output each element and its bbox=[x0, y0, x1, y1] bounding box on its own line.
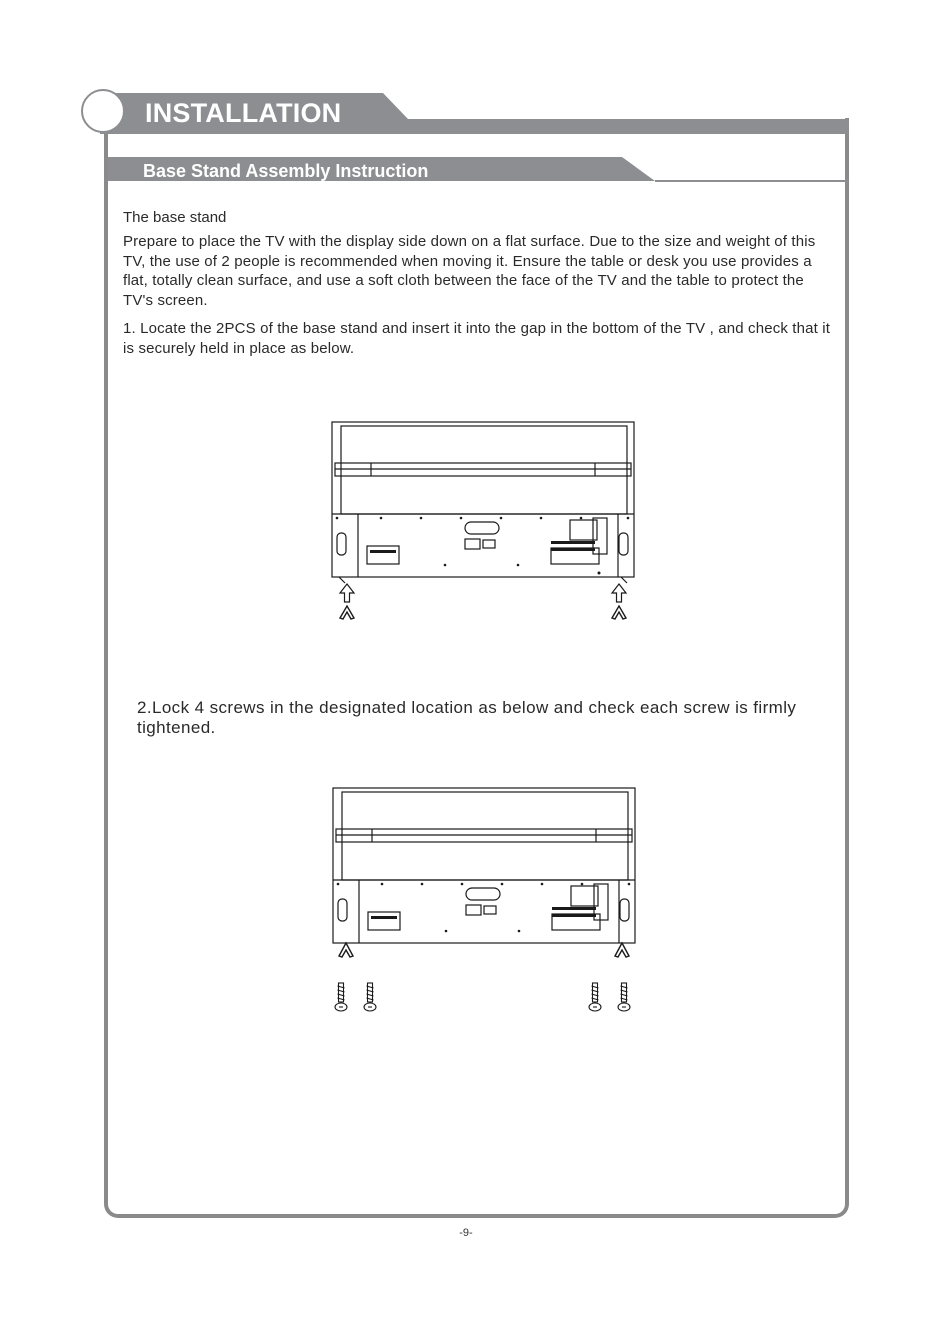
tv-figure-lock-screws bbox=[325, 783, 645, 1018]
page-title: INSTALLATION bbox=[145, 98, 342, 128]
step-1-text: 1. Locate the 2PCS of the base stand and insert it into the gap in the bottom of the TV , and check that it is securely held in place as below. bbox=[123, 320, 831, 357]
right-base-stand-icon bbox=[612, 606, 626, 619]
screw-icons bbox=[335, 983, 630, 1011]
up-arrow-icons bbox=[340, 584, 626, 602]
screw-icon bbox=[618, 983, 630, 1011]
step-2-text: 2.Lock 4 screws in the designated location as below and check each screw is firmly tightened. bbox=[137, 698, 797, 737]
intro-paragraph: Prepare to place the TV with the display side down on a flat surface. Due to the size and weight of this TV, the use of 2 people is recommended when moving it. Ensure the table or desk you use provides a flat, totally clean surface, and use a soft cloth between the face of the TV and the table to protect the TV's screen. bbox=[123, 233, 816, 309]
left-up-arrow-icon bbox=[340, 584, 354, 602]
base-stand-icons bbox=[340, 606, 626, 619]
intro-heading: The base stand bbox=[123, 209, 227, 226]
page-number: -9- bbox=[459, 1227, 473, 1239]
right-up-arrow-icon bbox=[612, 584, 626, 602]
section-title: Base Stand Assembly Instruction bbox=[143, 161, 429, 181]
right-attached-stand-icon bbox=[615, 943, 629, 957]
attached-stand-icons bbox=[339, 943, 629, 957]
screw-icon bbox=[589, 983, 601, 1011]
left-attached-stand-icon bbox=[339, 943, 353, 957]
header-graphics bbox=[0, 0, 932, 200]
tv-outline bbox=[332, 422, 634, 577]
screw-icon bbox=[364, 983, 376, 1011]
title-circle-icon bbox=[82, 90, 124, 132]
tv-figure-insert-stand bbox=[325, 418, 645, 628]
left-base-stand-icon bbox=[340, 606, 354, 619]
screw-icon bbox=[335, 983, 347, 1011]
